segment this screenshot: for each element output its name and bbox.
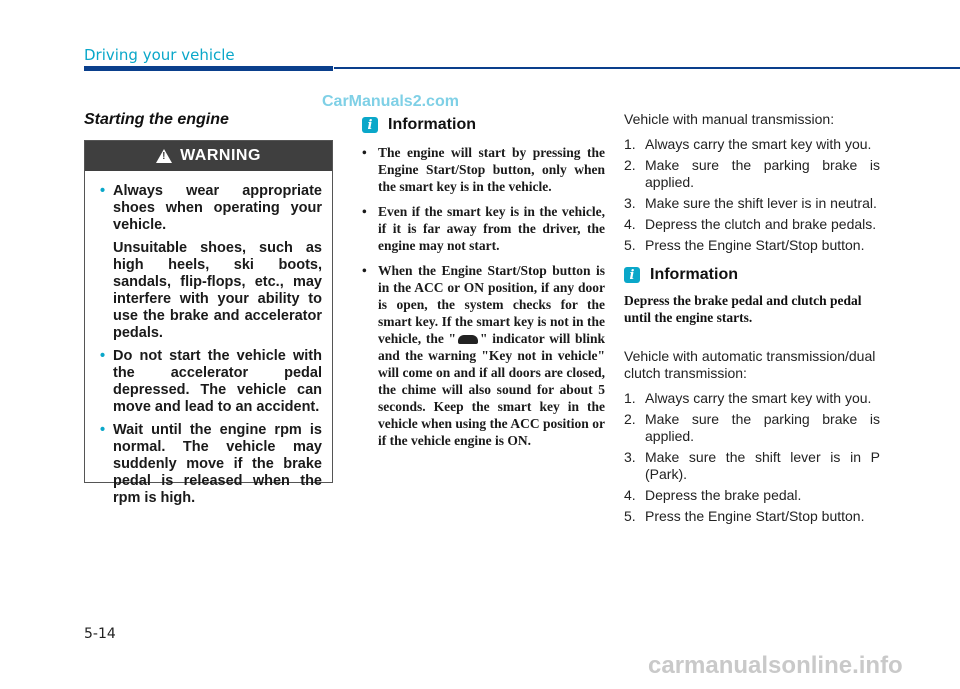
- warning-paragraph: Wait until the engine rpm is normal. The vehicle may suddenly move if the brake pedal is released when the rpm is high.: [113, 422, 322, 506]
- step-item: [624, 508, 880, 525]
- info-item-text-before: When the Engine Start/Stop button is in the ACC or ON position, if any door is open, the system checks for the smart key. If the smart key is not in the vehicle, the ": [378, 263, 605, 346]
- info-item: [362, 144, 605, 195]
- info-title: Information: [388, 116, 476, 133]
- info-column-right: [624, 111, 880, 529]
- bullet-icon: •: [362, 145, 367, 160]
- info-heading: [624, 266, 880, 284]
- section-title: Starting the engine: [84, 111, 229, 128]
- bullet-icon: •: [100, 422, 106, 438]
- warning-bar: [85, 141, 332, 171]
- warning-paragraph: Always wear appropriate shoes when operating your vehicle.: [113, 183, 322, 233]
- step-item: [624, 390, 880, 407]
- bullet-icon: •: [100, 183, 106, 199]
- step-text: Make sure the parking brake is applied.: [645, 411, 880, 444]
- warning-item: [100, 183, 322, 342]
- header-rule-light: [334, 67, 960, 69]
- automatic-heading: Vehicle with automatic transmission/dual clutch transmission:: [624, 348, 876, 381]
- bullet-icon: •: [362, 204, 367, 219]
- info-icon: i: [362, 117, 378, 133]
- automatic-steps: [624, 390, 880, 525]
- step-text: Always carry the smart key with you.: [645, 390, 872, 406]
- step-item: [624, 449, 880, 483]
- watermark-bottom: carmanualsonline.info: [648, 652, 903, 679]
- bullet-icon: •: [100, 348, 106, 364]
- step-text: Depress the brake pedal.: [645, 487, 802, 503]
- step-text: Always carry the smart key with you.: [645, 136, 872, 152]
- warning-box: [84, 140, 333, 506]
- warning-triangle-icon: [156, 149, 172, 163]
- step-item: [624, 411, 880, 445]
- info-title: Information: [650, 266, 738, 283]
- info-icon: i: [624, 267, 640, 283]
- step-item: [624, 195, 880, 212]
- info-item-text: Even if the smart key is in the vehicle, if it is far away from the driver, the engine may not start.: [378, 204, 605, 253]
- watermark-top: CarManuals2.com: [322, 93, 459, 110]
- step-text: Make sure the shift lever is in neutral.: [645, 195, 877, 211]
- step-item: [624, 487, 880, 504]
- bullet-icon: •: [362, 263, 367, 278]
- header-rule-dark: [84, 66, 333, 71]
- info-list: [362, 144, 605, 449]
- page-number: 5-14: [84, 626, 116, 642]
- header-section-title: Driving your vehicle: [84, 46, 235, 64]
- info-item-text: The engine will start by pressing the Engine Start/Stop button, only when the smart key is in the vehicle.: [378, 145, 605, 194]
- step-number: 3.: [624, 449, 636, 465]
- warning-title: WARNING: [180, 147, 261, 164]
- info-paragraph: Depress the brake pedal and clutch pedal until the engine starts.: [624, 293, 862, 325]
- step-item: [624, 216, 880, 233]
- step-text: Press the Engine Start/Stop button.: [645, 237, 865, 253]
- info-item-text-after: " indicator will blink and the warning "Key not in vehicle" will come on and if all doors are closed, the chime will also sound for about 5 seconds. Keep the smart key in the vehicle when using the ACC position or if the vehicle engine is ON.: [378, 331, 605, 448]
- warning-item: [100, 422, 322, 507]
- step-number: 4.: [624, 216, 636, 232]
- step-text: Make sure the shift lever is in P (Park).: [645, 449, 880, 482]
- manual-heading: Vehicle with manual transmission:: [624, 111, 835, 127]
- step-item: [624, 157, 880, 191]
- step-number: 3.: [624, 195, 636, 211]
- step-number: 2.: [624, 157, 636, 173]
- warning-item: [100, 348, 322, 416]
- info-block: [624, 266, 880, 326]
- warning-paragraph: Do not start the vehicle with the accelerator pedal depressed. The vehicle can move and lead to an accident.: [113, 348, 322, 415]
- step-number: 2.: [624, 411, 636, 427]
- info-heading: [362, 116, 605, 134]
- warning-list: [100, 183, 322, 507]
- step-item: [624, 136, 880, 153]
- step-number: 4.: [624, 487, 636, 503]
- step-text: Depress the clutch and brake pedals.: [645, 216, 877, 232]
- info-column-middle: [362, 116, 605, 457]
- step-text: Press the Engine Start/Stop button.: [645, 508, 865, 524]
- step-number: 1.: [624, 390, 636, 406]
- car-key-icon: [458, 335, 478, 344]
- warning-paragraph: Unsuitable shoes, such as high heels, ski boots, sandals, flip-flops, etc., may interfere with your ability to use the brake and accelerator pedals.: [113, 240, 322, 341]
- step-text: Make sure the parking brake is applied.: [645, 157, 880, 190]
- step-item: [624, 237, 880, 254]
- step-number: 1.: [624, 136, 636, 152]
- step-number: 5.: [624, 237, 636, 253]
- step-number: 5.: [624, 508, 636, 524]
- info-item: [362, 203, 605, 254]
- info-item: [362, 262, 605, 449]
- manual-steps: [624, 136, 880, 254]
